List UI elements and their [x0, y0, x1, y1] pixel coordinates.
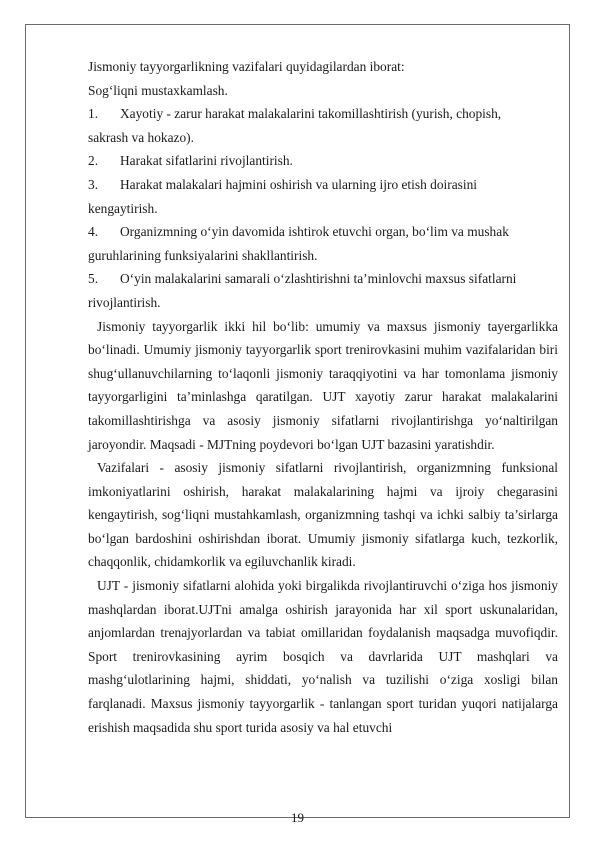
- list-item-continuation: kengaytirish.: [88, 200, 158, 216]
- list-item-text: Xayotiy - zarur harakat malakalarini takomillashtirish (yurish, chopish,: [120, 106, 502, 122]
- list-item-continuation: sakrash va hokazo).: [88, 129, 194, 145]
- list-item: [88, 149, 558, 173]
- list-item: [88, 267, 558, 314]
- list-number: 1.: [88, 106, 99, 122]
- page-number: 19: [291, 810, 304, 825]
- body-paragraph: Jismoniy tayyorgarlik ikki hil bo‘lib: umumiy va maxsus jismoniy tayergarlikka bo‘linadi. Umumiy jismoniy tayyorgarlik sport trenirovkasini muhim vazifalaridan biri shug‘ullanuvchilarning to‘laqonli jismoniy taraqqiyotini va har tomonlama jismoniy tayyorgarligini ta’minlashga qaratilgan. UJT xayotiy zarur harakat malakalarini takomillashtirishga va asosiy jismoniy sifatlarni rivojlantirishga yo‘naltirilgan jaroyondir. Maqsadi - MJTning poydevori bo‘lgan UJT bazasini yaratishdir.: [88, 318, 558, 452]
- document-body: [88, 55, 558, 739]
- list-number: 5.: [88, 271, 99, 287]
- intro-line: Jismoniy tayyorgarlikning vazifalari quyidagilardan iborat:: [88, 59, 405, 74]
- list-item-continuation: guruhlarining funksiyalarini shakllantirish.: [88, 247, 318, 263]
- task-list: [88, 102, 558, 314]
- body-paragraph: Vazifalari - asosiy jismoniy sifatlarni rivojlantirish, organizmning funksional imkoniyatlarini oshirish, harakat malakalarining hajmi va ijroiy chegarasini kengaytirish, sog‘liqni mustahkamlash, organizmning tashqi va ichki salbiy ta’sirlarga bo‘lgan bardoshini oshirishdan iborat. Umumiy jismoniy sifatlarga kuch, tezkorlik, chaqqonlik, chidamkorlik va egiluvchanlik kiradi.: [88, 460, 558, 570]
- list-item: [88, 220, 558, 267]
- list-item: [88, 173, 558, 220]
- list-item-text: Harakat malakalari hajmini oshirish va ularning ijro etish doirasini: [120, 176, 477, 192]
- intro-line: Sog‘liqni mustaxkamlash.: [88, 82, 228, 98]
- list-number: 3.: [88, 176, 99, 192]
- list-item-continuation: rivojlantirish.: [88, 294, 161, 310]
- list-item-text: Organizmning o‘yin davomida ishtirok etuvchi organ, bo‘lim va mushak: [120, 224, 509, 240]
- body-paragraph: UJT - jismoniy sifatlarni alohida yoki birgalikda rivojlantiruvchi o‘ziga hos jismoniy mashqlardan iborat.UJTni amalga oshirish jarayonida har xil sport uskunalaridan, anjomlardan trenajyorlardan va tabiat omillaridan foydalanish maqsadga muvofiqdir. Sport trenirovkasining ayrim bosqich va davrlarida UJT mashqlari va mashg‘ulotlarining hajmi, shiddati, yo‘nalish va tuzilishi o‘ziga xosligi bilan farqlanadi. Maxsus jismoniy tayyorgarlik - tanlangan sport turidan yuqori natijalarga erishish maqsadida shu sport turida asosiy va hal etuvchi: [88, 578, 558, 735]
- list-number: 2.: [88, 153, 99, 169]
- list-number: 4.: [88, 224, 99, 240]
- list-item: [88, 102, 558, 149]
- list-item-text: O‘yin malakalarini samarali o‘zlashtirishni ta’minlovchi maxsus sifatlarni: [120, 271, 517, 287]
- list-item-text: Harakat sifatlarini rivojlantirish.: [120, 153, 293, 169]
